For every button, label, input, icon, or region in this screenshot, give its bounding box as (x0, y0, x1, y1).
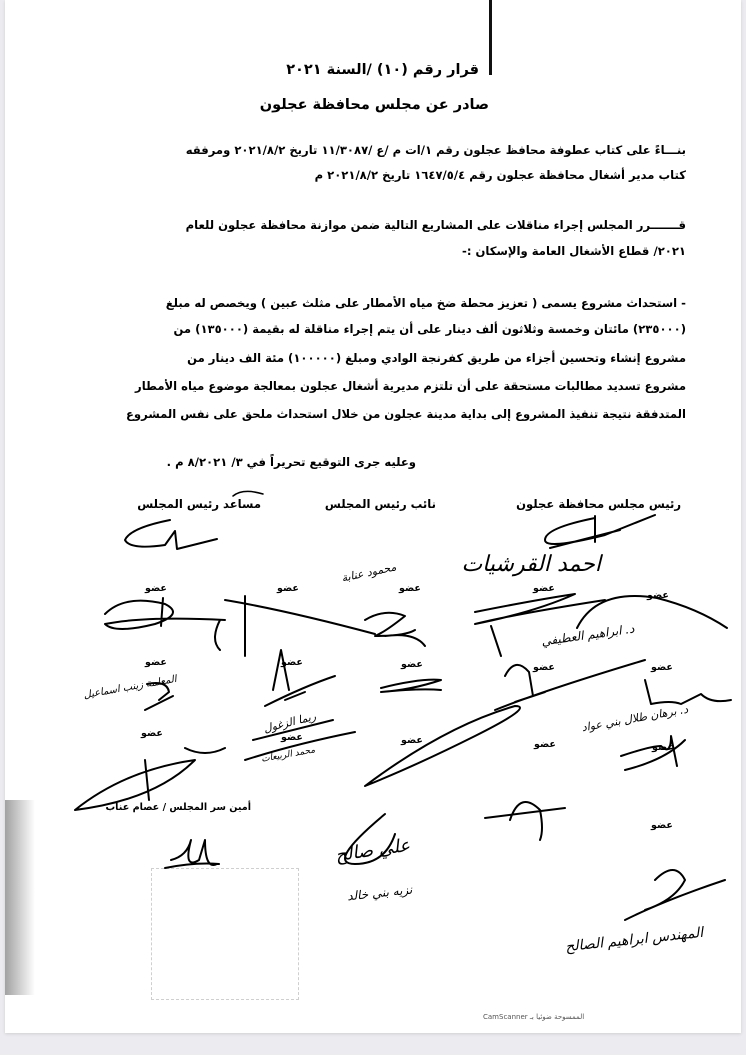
signature-member (625, 870, 725, 920)
closing-statement: وعليه جرى التوقيع تحريراً في ٣/ ٨/٢٠٢١ م . (166, 455, 416, 469)
member-label: عضو (651, 820, 673, 831)
decision-line: ٢٠٢١/ قطاع الأشغال العامة والإسكان :- (462, 244, 686, 258)
body-line: مشروع إنشاء وتحسين أجزاء من طريق كفرنجة الوادي ومبلغ (١٠٠٠٠٠) مئة الف دينار من (187, 351, 686, 365)
body-line: المتدفقة نتيجة تنفيذ المشروع إلى بداية مدينة عجلون من خلال استحداث ملحق على نفس المشروع (126, 407, 686, 421)
member-label: عضو (399, 583, 421, 594)
member-label: عضو (533, 583, 555, 594)
member-label: عضو (401, 659, 423, 670)
signature-chairman (125, 520, 217, 549)
member-label: عضو (145, 583, 167, 594)
role-assistant: مساعد رئيس المجلس (137, 497, 261, 511)
member-label: عضو (534, 739, 556, 750)
member-label: عضو (281, 732, 303, 743)
signature-member (105, 598, 225, 629)
scanned-page (5, 0, 741, 1033)
faded-stamp (151, 868, 299, 1000)
member-label: عضو (401, 735, 423, 746)
handwritten-name: احمد القرشيات (461, 552, 601, 577)
decision-title: قرار رقم (١٠) /السنة ٢٠٢١ (286, 62, 479, 78)
handwritten-name: محمد الربيعات (260, 745, 316, 765)
member-label: عضو (141, 728, 163, 739)
handwritten-name: المهندس ابراهيم الصالح (564, 924, 704, 956)
member-label: عضو (647, 590, 669, 601)
signature-member (365, 613, 425, 646)
signature-member (495, 660, 645, 710)
handwritten-name: المعلمة زينب اسماعيل (82, 673, 178, 702)
handwritten-name: ريما الزغول (262, 709, 318, 736)
scan-shadow (5, 800, 35, 995)
signature-member (485, 802, 565, 840)
member-label: عضو (533, 662, 555, 673)
signature-secretary (165, 840, 219, 868)
role-vice-chairman: نائب رئيس المجلس (324, 497, 436, 511)
camscanner-watermark: الممسوحة ضوئيا بـ CamScanner (483, 1013, 585, 1021)
member-label: عضو (652, 742, 674, 753)
signature-member (365, 706, 520, 786)
body-line: - استحداث مشروع يسمى ( تعزيز محطة ضخ مياه الأمطار على مثلث عبين ) ويخصص له مبلغ (165, 296, 686, 310)
handwritten-name: علي صالح (333, 834, 412, 867)
member-label: عضو (145, 657, 167, 668)
secretary-label: أمين سر المجلس / عصام عناب (105, 802, 251, 813)
signature-member (475, 594, 605, 656)
preamble-line: بنـــاءً على كتاب عطوفة محافظ عجلون رقم ١/ات م /ع /١١/٣٠٨٧ تاريخ ٢٠٢١/٨/٢ ومرفقه (185, 143, 686, 157)
member-label: عضو (651, 662, 673, 673)
signature-member (215, 596, 375, 656)
role-chairman: رئيس مجلس محافظة عجلون (516, 497, 681, 511)
decision-line: قـــــــرر المجلس إجراء مناقلات على المشاريع التالية ضمن موازنة محافظة عجلون للعام (185, 218, 686, 232)
body-line: (٢٣٥٠٠٠) مائتان وخمسة وثلاثون ألف دينار على أن يتم إجراء مناقلة له بقيمة (١٣٥٠٠٠) من (173, 322, 686, 336)
handwritten-name: د. ابراهيم العطيفي (540, 621, 636, 649)
member-label: عضو (281, 657, 303, 668)
handwritten-name: محمود عنابة (340, 560, 398, 585)
signature-member (381, 680, 441, 692)
handwritten-name: د. برهان طلال بني عواد (580, 702, 690, 735)
preamble-line: كتاب مدير أشغال محافظة عجلون رقم ١٦٤٧/٥/٤ تاريخ ٢٠٢١/٨/٢ م (314, 168, 686, 182)
signature-member (645, 680, 731, 704)
body-line: مشروع تسديد مطالبات مستحقة على أن تلتزم مديرية أشغال عجلون بمعالجة موضوع مياه الأمطار (135, 379, 686, 393)
scan-artifact-line (489, 0, 492, 75)
member-label: عضو (277, 583, 299, 594)
issuer-heading: صادر عن مجلس محافظة عجلون (259, 97, 489, 113)
signature-assistant (545, 515, 655, 548)
handwritten-name: نزيه بني خالد (346, 882, 413, 904)
signature-member (75, 748, 225, 810)
